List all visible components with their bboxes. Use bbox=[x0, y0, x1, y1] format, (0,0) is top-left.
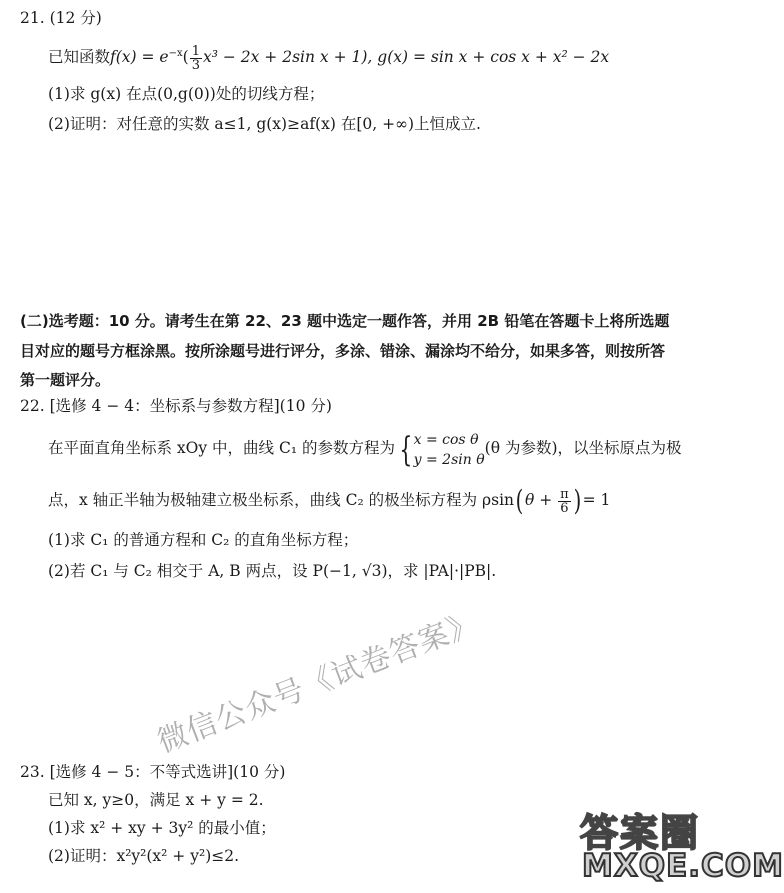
q22-case-x: x = cos θ bbox=[413, 431, 479, 448]
q22-pi-den: 6 bbox=[560, 500, 569, 516]
q21-part1: (1)求 g(x) 在点(0,g(0))处的切线方程； bbox=[48, 85, 325, 103]
q23-part1: (1)求 x² + xy + 3y² 的最小值； bbox=[48, 819, 276, 837]
q22-eq-tail: = 1 bbox=[582, 491, 611, 509]
q21-f-exponent: −x bbox=[168, 48, 183, 59]
site-logo bbox=[578, 800, 784, 886]
q21-part2: (2)证明：对任意的实数 a≤1, g(x)≥af(x) 在[0, +∞)上恒成立. bbox=[48, 115, 481, 133]
q22-part2: (2)若 C₁ 与 C₂ 相交于 A, B 两点，设 P(−1, √3)，求 |PA|·|PB|. bbox=[48, 562, 497, 580]
q22-case-y: y = 2sin θ bbox=[413, 451, 485, 468]
q22-pi-fraction bbox=[558, 488, 571, 515]
q22-parametric-system bbox=[395, 429, 485, 470]
q21-frac-num: 1 bbox=[191, 43, 200, 59]
q21-f-rest: x³ − 2x + 2sin x + 1), bbox=[202, 48, 373, 67]
logo-top-text: 答案圈 bbox=[580, 811, 701, 855]
q23-header: 23. [选修 4 − 5：不等式选讲](10 分) bbox=[20, 763, 286, 781]
q21-header: 21. (12 分) bbox=[20, 9, 102, 27]
q22-angle-prefix: θ + bbox=[524, 491, 558, 509]
q22-part1: (1)求 C₁ 的普通方程和 C₂ 的直角坐标方程； bbox=[48, 531, 359, 549]
q21-f-open: ( bbox=[182, 48, 189, 67]
q22-intro-tail: (θ 为参数)，以坐标原点为极 bbox=[484, 439, 682, 457]
q23-part2: (2)证明：x²y²(x² + y²)≤2. bbox=[48, 847, 240, 865]
q21-given-prefix: 已知函数 bbox=[48, 48, 111, 67]
q22-header: 22. [选修 4 − 4：坐标系与参数方程](10 分) bbox=[20, 397, 332, 415]
q22-pi-num: π bbox=[560, 486, 569, 502]
q21-frac-den: 3 bbox=[191, 57, 200, 73]
left-brace-icon: { bbox=[399, 429, 413, 470]
section2-instruction-line2: 目对应的题号方框涂黑。按所涂题号进行评分，多涂、错涂、漏涂均不给分，如果多答，则按所答 bbox=[20, 342, 666, 360]
logo-url-text: MXQE.COM bbox=[582, 848, 784, 884]
q22-line2-prefix: 点，x 轴正半轴为极轴建立极坐标系，曲线 C₂ 的极坐标方程为 ρsin bbox=[48, 491, 515, 509]
q22-intro bbox=[48, 428, 682, 470]
q21-fraction bbox=[190, 45, 202, 72]
q21-f-lhs: f(x) = e bbox=[110, 48, 169, 67]
section2-instruction-line1: (二)选考题：10 分。请考生在第 22、23 题中选定一题作答，并用 2B 铅笔在答题卡上将所选题 bbox=[20, 312, 670, 330]
watermark-text: 微信公众号《试卷答案》 bbox=[152, 605, 484, 761]
q21-g-definition: g(x) = sin x + cos x + x² − 2x bbox=[377, 48, 610, 67]
q22-intro-text: 在平面直角坐标系 xOy 中，曲线 C₁ 的参数方程为 bbox=[48, 439, 395, 457]
section2-instruction-line3: 第一题评分。 bbox=[20, 371, 111, 389]
q23-given: 已知 x, y≥0，满足 x + y = 2. bbox=[48, 791, 264, 809]
q22-polar-line: 点，x 轴正半轴为极轴建立极坐标系，曲线 C₂ 的极坐标方程为 ρsin( θ + $\frac{\pi}{6}$ ) = 1 bbox=[48, 484, 611, 517]
q21-function-definition bbox=[48, 44, 609, 72]
